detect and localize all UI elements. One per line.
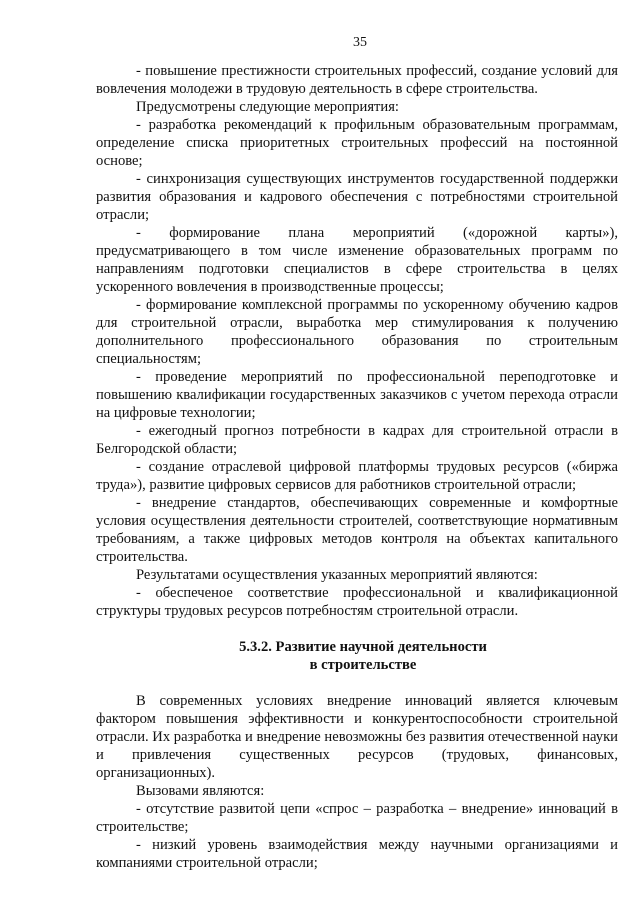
list-item: - формирование комплексной программы по ускоренному обучению кадров для строительной отрасли, выработка мер стимулирования к получению дополнительного профессионального образования по строительным специальностям; [96, 297, 618, 367]
list-item: - синхронизация существующих инструментов государственной поддержки развития образования и кадрового обеспечения с потребностями строительной отрасли; [96, 171, 618, 223]
list-item: - формирование плана мероприятий («дорожной карты»), предусматривающего в том числе изменение образовательных программ по направлениям подготовки специалистов в сфере строительства в целях ускоренного вовлечения в производственные процессы; [96, 225, 618, 295]
section-heading-line-1: 5.3.2. Развитие научной деятельности [239, 639, 487, 655]
paragraph: Результатами осуществления указанных мероприятий являются: [136, 567, 538, 583]
document-page [96, 34, 618, 872]
list-item: - низкий уровень взаимодействия между научными организациями и компаниями строительной отрасли; [96, 837, 618, 871]
paragraph: - повышение престижности строительных профессий, создание условий для вовлечения молодежи в трудовую деятельность в сфере строительства. [96, 63, 618, 97]
paragraph: Вызовами являются: [136, 783, 265, 799]
section-heading-line-2: в строительстве [309, 657, 417, 673]
paragraph: В современных условиях внедрение инноваций является ключевым фактором повышения эффективности и конкурентоспособности строительной отрасли. Их разработка и внедрение невозможны без развития отечественной науки и привлечения существенных ресурсов (трудовых, финансовых, организационных). [96, 693, 618, 781]
page-number: 35 [353, 35, 367, 50]
list-item: - отсутствие развитой цепи «спрос – разработка – внедрение» инноваций в строительстве; [96, 801, 618, 835]
list-item: - обеспеченое соответствие профессиональной и квалификационной структуры трудовых ресурсов потребностям строительной отрасли. [96, 585, 618, 619]
list-item: - создание отраслевой цифровой платформы трудовых ресурсов («биржа труда»), развитие цифровых сервисов для работников строительной отрасли; [96, 459, 618, 493]
list-item: - внедрение стандартов, обеспечивающих современные и комфортные условия осуществления деятельности строителей, соответствующие нормативным требованиям, а также цифровых методов контроля на объектах капитального строительства. [96, 495, 618, 565]
list-item: - ежегодный прогноз потребности в кадрах для строительной отрасли в Белгородской области; [96, 423, 618, 457]
spacer [96, 620, 618, 638]
list-item: - проведение мероприятий по профессиональной переподготовке и повышению квалификации государственных заказчиков с учетом перехода отрасли на цифровые технологии; [96, 369, 618, 421]
spacer [96, 674, 618, 692]
list-item: - разработка рекомендаций к профильным образовательным программам, определение списка приоритетных строительных профессий на постоянной основе; [96, 117, 618, 169]
paragraph: Предусмотрены следующие мероприятия: [136, 99, 399, 115]
